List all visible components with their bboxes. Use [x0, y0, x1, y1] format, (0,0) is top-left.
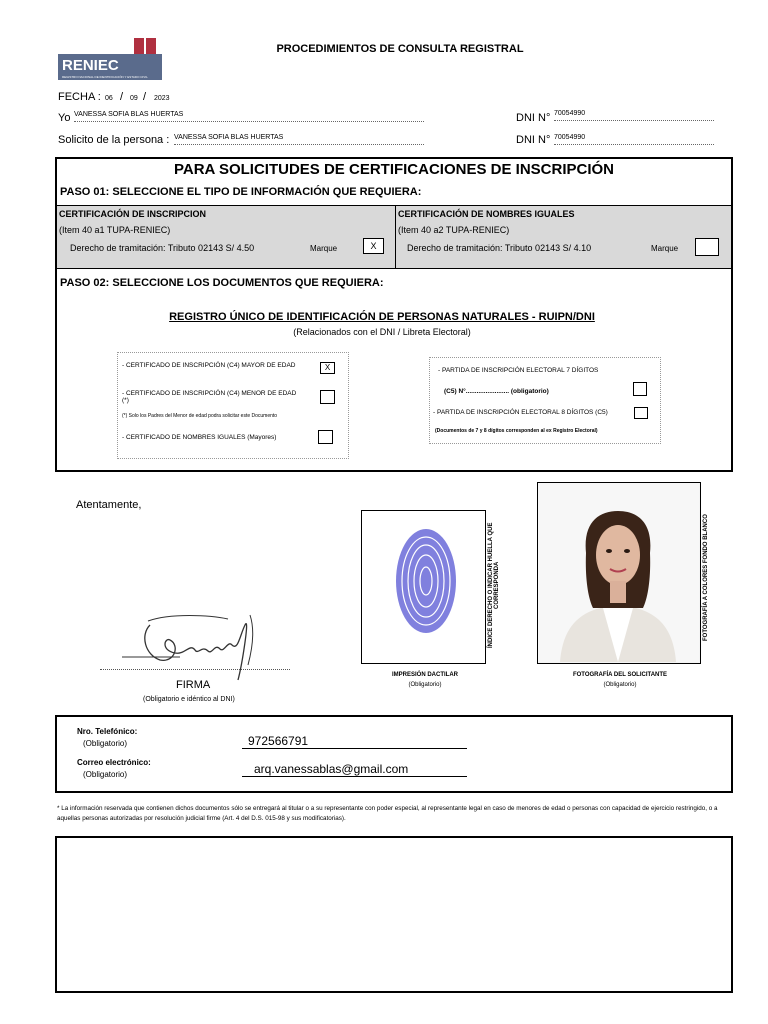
- section-heading: PARA SOLICITUDES DE CERTIFICACIONES DE INSCRIPCIÓN: [173, 161, 615, 178]
- fecha-label: FECHA :: [58, 91, 101, 103]
- marque-label-right: Marque: [651, 244, 679, 253]
- opt-nombres-label: - CERTIFICADO DE NOMBRES IGUALES (Mayores): [122, 434, 277, 441]
- cert-inscripcion-title: CERTIFICACIÓN DE INSCRIPCION: [59, 209, 207, 219]
- ruipn-title: REGISTRO ÚNICO DE IDENTIFICACIÓN DE PERSONAS NATURALES - RUIPN/DNI: [169, 311, 595, 323]
- options-left-panel: [117, 352, 349, 459]
- solicito-label: Solicito de la persona :: [58, 134, 170, 146]
- applicant-photo: [538, 483, 699, 662]
- paso2-label: PASO 02: SELECCIONE LOS DOCUMENTOS QUE REQUIERA:: [60, 277, 384, 289]
- opt-c4-menor-label: - CERTIFICADO DE INSCRIPCIÓN (C4) MENOR DE EDAD (*): [122, 390, 297, 404]
- paso1-label: PASO 01: SELECCIONE EL TIPO DE INFORMACIÓN QUE REQUIERA:: [60, 186, 422, 198]
- yo-label: Yo: [58, 112, 71, 124]
- row-divider: [395, 206, 396, 268]
- opt-c5-8-label: - PARTIDA DE INSCRIPCIÓN ELECTORAL 8 DÍGITOS (C5): [433, 409, 608, 416]
- fecha-year[interactable]: 2023: [154, 95, 170, 102]
- certification-section: [55, 157, 733, 472]
- footnote: * La información reservada que contienen dichos documentos sólo se entregará al titular o a su representante con poder especial, al representante legal en caso de menores de edad o personas con capacidad de ejercicio restringido, o a aquellas personas autorizadas por resolución judicial firme (Art. 4 del D.S. 015-98 y sus modificatorias).: [57, 805, 718, 822]
- yo-name-field[interactable]: VANESSA SOFIA BLAS HUERTAS: [74, 111, 424, 122]
- fingerprint-box[interactable]: [361, 510, 486, 664]
- contact-section: [55, 715, 733, 793]
- photo-box[interactable]: [537, 482, 701, 664]
- options-right-panel: [429, 357, 661, 444]
- logo-text: RENIEC: [62, 57, 119, 74]
- opt-c5-7-number[interactable]: (C5) N°........................ (obligatorio): [444, 388, 549, 395]
- fecha-month[interactable]: 09: [130, 95, 138, 102]
- dni2-field[interactable]: 70054990: [554, 134, 714, 145]
- fecha-day[interactable]: 06: [105, 95, 113, 102]
- fingerprint-image: [362, 511, 484, 661]
- photo-side-label: FOTOGRAFÍA A COLORES FONDO BLANCO: [703, 514, 709, 641]
- opt-c4-menor-checkbox[interactable]: [320, 390, 335, 404]
- cert-nombres-checkbox[interactable]: [695, 238, 719, 256]
- ruipn-subtitle: (Relacionados con el DNI / Libreta Electoral): [293, 327, 471, 337]
- cert-inscripcion-item: (Item 40 a1 TUPA-RENIEC): [59, 225, 171, 235]
- email-note: (Obligatorio): [83, 770, 128, 779]
- fingerprint-side-label: ÍNDICE DERECHO O INDICAR HUELLA QUE CORRESPONDA: [488, 522, 500, 648]
- firma-label: FIRMA: [176, 679, 211, 691]
- marque-label-left: Marque: [310, 244, 338, 253]
- cert-inscripcion-checkbox[interactable]: X: [363, 238, 384, 254]
- opt-c5-7-checkbox[interactable]: [633, 382, 647, 396]
- email-field[interactable]: arq.vanessablas@gmail.com: [242, 762, 467, 777]
- dni-label: DNI N°: [516, 112, 551, 124]
- atentamente-text: Atentamente,: [76, 499, 142, 511]
- cert-nombres-item: (Item 40 a2 TUPA-RENIEC): [398, 225, 510, 235]
- cert-type-row: [57, 205, 731, 269]
- opt-nombres-checkbox[interactable]: [318, 430, 333, 444]
- tel-field[interactable]: 972566791: [242, 734, 467, 749]
- dni2-label: DNI N°: [516, 134, 551, 146]
- date-sep-1: /: [120, 91, 124, 103]
- cert-nombres-fee: Derecho de tramitación: Tributo 02143 S/ 4.10: [407, 243, 592, 253]
- opt-c4-mayor-label: - CERTIFICADO DE INSCRIPCIÓN (C4) MAYOR DE EDAD: [122, 362, 296, 369]
- fingerprint-note: (Obligatorio): [408, 682, 442, 688]
- page-title: PROCEDIMIENTOS DE CONSULTA REGISTRAL: [276, 43, 524, 55]
- opt-c5-note: (Documentos de 7 y 8 dígitos corresponden al ex Registro Electoral): [435, 428, 598, 434]
- opt-c5-7-label: - PARTIDA DE INSCRIPCIÓN ELECTORAL 7 DÍGITOS: [438, 367, 599, 374]
- cert-nombres-title: CERTIFICACIÓN DE NOMBRES IGUALES: [398, 209, 575, 219]
- email-label: Correo electrónico:: [77, 758, 151, 767]
- tel-label: Nro. Telefónico:: [77, 727, 138, 736]
- photo-label: FOTOGRAFÍA DEL SOLICITANTE: [572, 672, 668, 678]
- date-sep-2: /: [143, 91, 147, 103]
- opt-c5-8-checkbox[interactable]: [634, 407, 648, 419]
- logo-subtext: REGISTRO NACIONAL DE IDENTIFICACIÓN Y ESTADO CIVIL: [62, 75, 148, 79]
- fingerprint-label: IMPRESIÓN DACTILAR: [392, 672, 458, 678]
- opt-c4-mayor-checkbox[interactable]: X: [320, 362, 335, 374]
- opt-c4-menor-note: (*) Solo los Padres del Menor de edad podra solicitar este Documento: [122, 413, 278, 419]
- photo-note: (Obligatorio): [603, 682, 637, 688]
- firma-note: (Obligatorio e idéntico al DNI): [143, 696, 235, 703]
- observations-box[interactable]: [55, 836, 733, 993]
- tel-note: (Obligatorio): [83, 739, 128, 748]
- signature-image: [120, 605, 280, 685]
- dni-field[interactable]: 70054990: [554, 110, 714, 121]
- reniec-logo: [58, 38, 162, 80]
- cert-inscripcion-fee: Derecho de tramitación: Tributo 02143 S/ 4.50: [70, 243, 255, 253]
- solicito-name-field[interactable]: VANESSA SOFIA BLAS HUERTAS: [174, 134, 424, 145]
- signature-line: [100, 669, 290, 670]
